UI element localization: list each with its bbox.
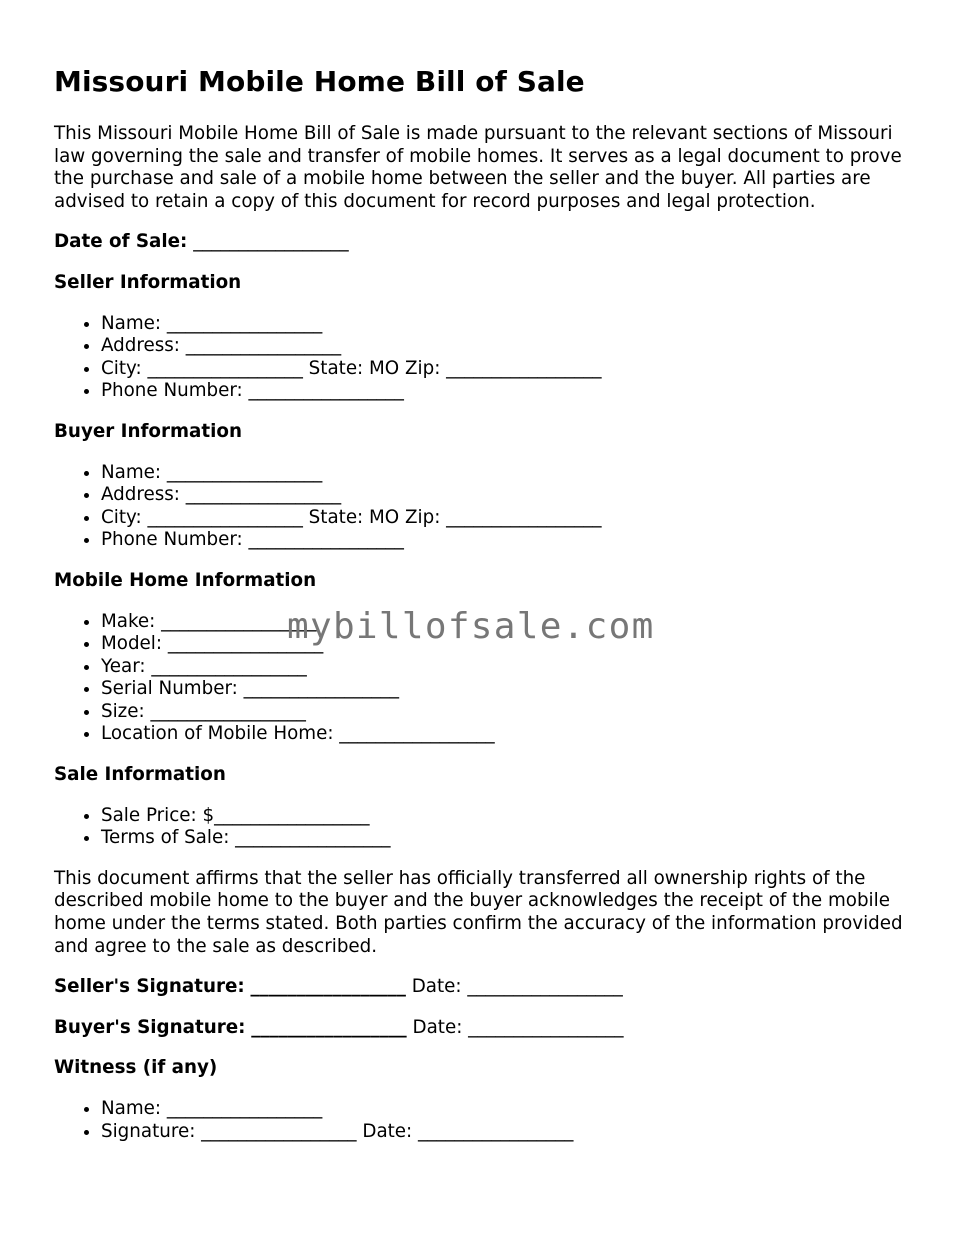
- seller-heading: Seller Information: [54, 271, 242, 293]
- seller-address-item: • Address: _________________: [101, 335, 904, 358]
- witness-heading: Witness (if any): [54, 1057, 218, 1079]
- sale-price-item: • Sale Price: $_________________: [101, 805, 904, 828]
- witness-name-item: • Name: _________________: [101, 1098, 904, 1121]
- buyer-city-item: • City: _________________ State: MO Zip: _________________: [101, 507, 904, 530]
- mobile-home-heading: Mobile Home Information: [54, 569, 317, 591]
- date-of-sale-blank: _________________: [193, 231, 349, 253]
- buyer-heading: Buyer Information: [54, 420, 242, 442]
- buyer-signature-label: Buyer's Signature:: [54, 1016, 246, 1038]
- date-of-sale-label: Date of Sale:: [54, 231, 188, 253]
- size-item: • Size: _________________: [101, 701, 904, 724]
- watermark: mybillofsale.com: [287, 606, 655, 647]
- seller-city-item: • City: _________________ State: MO Zip: _________________: [101, 358, 904, 381]
- buyer-signature-line: [54, 1017, 904, 1040]
- buyer-address-item: • Address: _________________: [101, 484, 904, 507]
- sale-list: [54, 805, 904, 850]
- date-of-sale-line: [54, 231, 904, 254]
- seller-signature-line: [54, 976, 904, 999]
- seller-name-item: • Name: _________________: [101, 313, 904, 336]
- year-item: • Year: _________________: [101, 656, 904, 679]
- seller-signature-date: Date: _________________: [411, 976, 623, 998]
- document-title: Missouri Mobile Home Bill of Sale: [54, 65, 585, 98]
- affirmation-paragraph: This document affirms that the seller has officially transferred all ownership rights of the described mobile home to the buyer and the buyer acknowledges the receipt of the mobile home under the terms stated. Both parties confirm the accuracy of the information provided and agree to the sale as described.: [54, 867, 903, 957]
- buyer-signature-date: Date: _________________: [412, 1016, 624, 1038]
- model-item: • Model: _________________: [101, 633, 904, 656]
- buyer-name-item: • Name: _________________: [101, 462, 904, 485]
- buyer-phone-item: • Phone Number: _________________: [101, 529, 904, 552]
- seller-signature-label: Seller's Signature:: [54, 976, 245, 998]
- witness-list: [54, 1098, 904, 1143]
- terms-of-sale-item: • Terms of Sale: _________________: [101, 827, 904, 850]
- seller-list: [54, 313, 904, 403]
- witness-signature-item: • Signature: _________________ Date: _________________: [101, 1121, 904, 1144]
- location-item: • Location of Mobile Home: _________________: [101, 723, 904, 746]
- seller-phone-item: • Phone Number: _________________: [101, 380, 904, 403]
- make-item: • Make: _________________: [101, 611, 904, 634]
- sale-heading: Sale Information: [54, 764, 226, 786]
- serial-number-item: • Serial Number: _________________: [101, 678, 904, 701]
- seller-signature-blank: _________________: [250, 976, 406, 998]
- intro-paragraph: This Missouri Mobile Home Bill of Sale is made pursuant to the relevant sections of Missouri law governing the sale and transfer of mobile homes. It serves as a legal document to prove the purchase and sale of a mobile home between the seller and the buyer. All parties are advised to retain a copy of this document for record purposes and legal protection.: [54, 123, 902, 212]
- buyer-signature-blank: _________________: [251, 1016, 407, 1038]
- buyer-list: [54, 462, 904, 552]
